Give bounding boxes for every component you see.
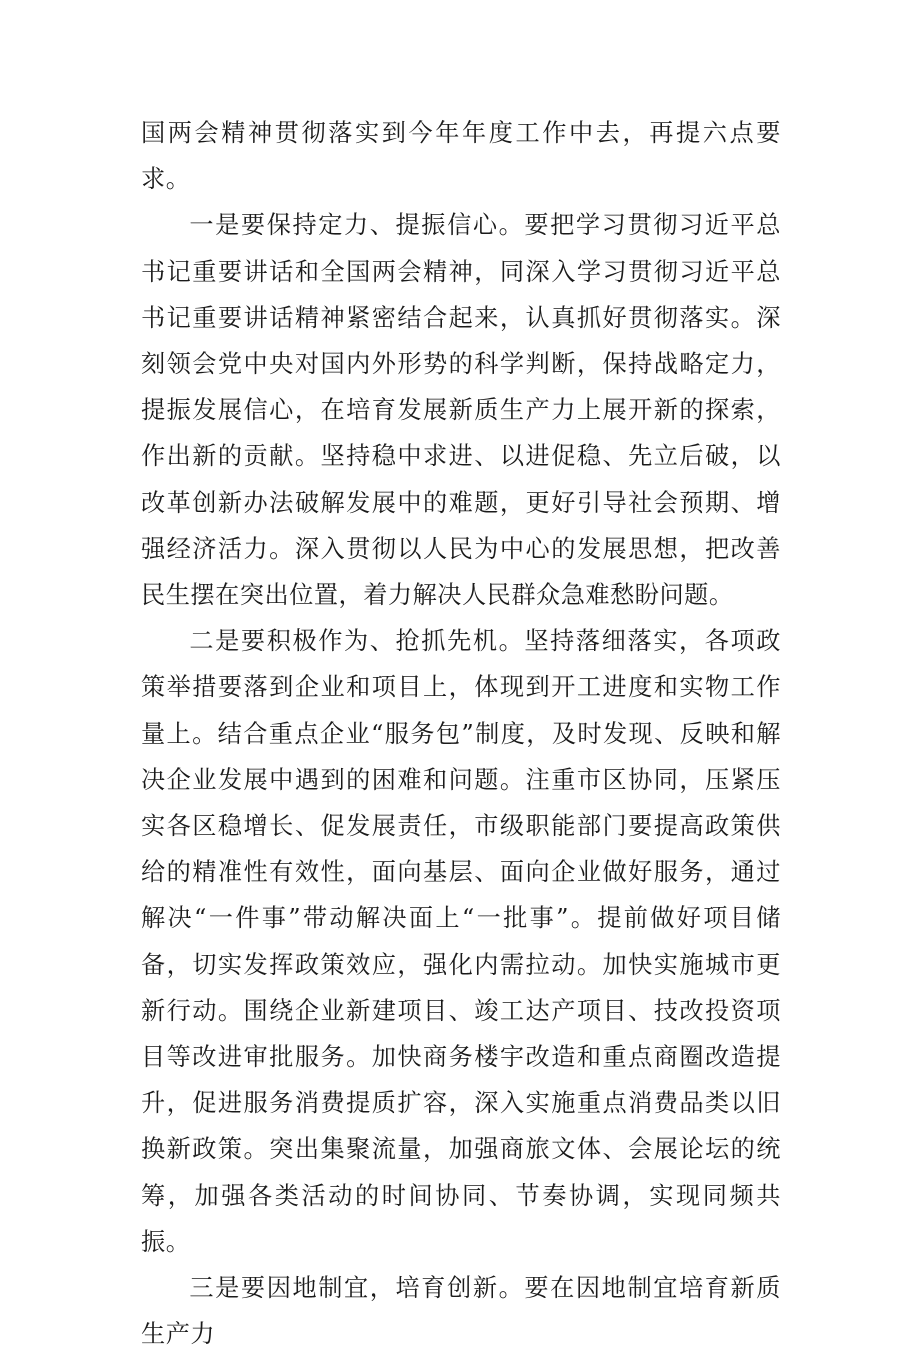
paragraph-point-two: 二是要积极作为、抢抓先机。坚持落细落实，各项政策举措要落到企业和项目上，体现到开工进度和实物工作量上。结合重点企业“服务包”制度，及时发现、反映和解决企业发展中遇到的困难和问题。注重市区协同，压紧压实各区稳增长、促发展责任，市级职能部门要提高政策供给的精准性有效性，面向基层、面向企业做好服务，通过解决“一件事”带动解决面上“一批事”。提前做好项目储备，切实发挥政策效应，强化内需拉动。加快实施城市更新行动。围绕企业新建项目、竣工达产项目、技改投资项目等改进审批服务。加快商务楼宇改造和重点商圈改造提升，促进服务消费提质扩容，深入实施重点消费品类以旧换新政策。突出集聚流量，加强商旅文体、会展论坛的统筹，加强各类活动的时间协同、节奏协调，实现同频共振。 xyxy=(141,627,781,1256)
paragraph-continuation: 国两会精神贯彻落实到今年年度工作中去，再提六点要求。 xyxy=(141,119,781,194)
paragraph-point-three: 三是要因地制宜，培育创新。要在因地制宜培育新质生产力 xyxy=(141,1274,781,1349)
document-body xyxy=(141,110,781,1357)
paragraph-point-one: 一是要保持定力、提振信心。要把学习贯彻习近平总书记重要讲话和全国两会精神，同深入学习贯彻习近平总书记重要讲话精神紧密结合起来，认真抓好贯彻落实。深刻领会党中央对国内外形势的科学判断，保持战略定力，提振发展信心，在培育发展新质生产力上展开新的探索，作出新的贡献。坚持稳中求进、以进促稳、先立后破，以改革创新办法破解发展中的难题，更好引导社会预期、增强经济活力。深入贯彻以人民为中心的发展思想，把改善民生摆在突出位置，着力解决人民群众急难愁盼问题。 xyxy=(141,211,781,610)
